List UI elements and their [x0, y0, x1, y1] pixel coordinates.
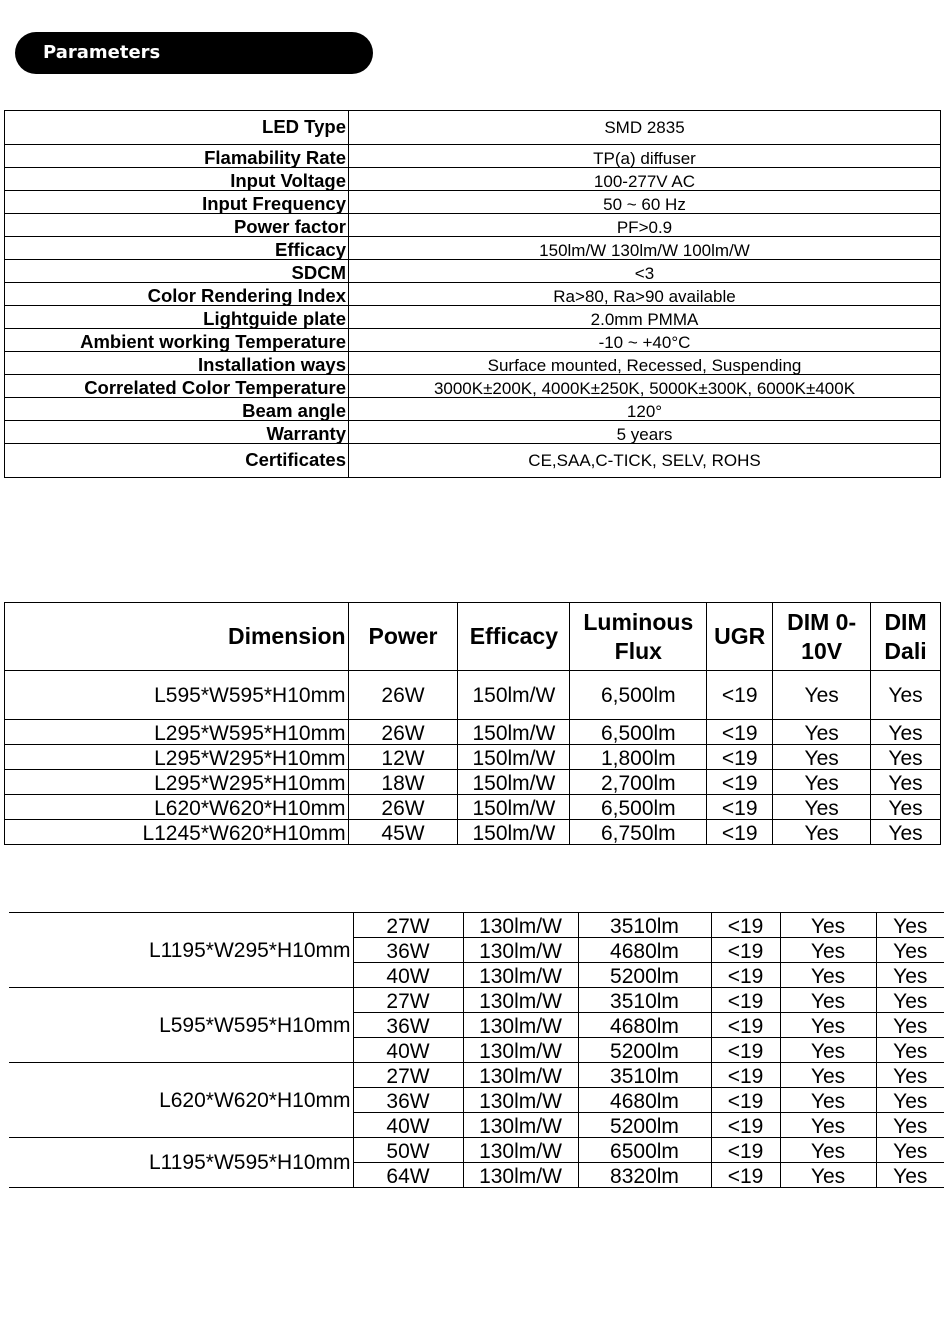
- table-cell: 36W: [353, 1013, 463, 1038]
- param-value: 120°: [349, 398, 941, 421]
- param-label: Efficacy: [5, 237, 349, 260]
- param-row: [5, 145, 941, 168]
- param-row: [5, 375, 941, 398]
- table-cell: Yes: [773, 770, 871, 795]
- table-cell: <19: [707, 795, 773, 820]
- table-cell: 4680lm: [578, 938, 711, 963]
- table-cell: Yes: [780, 1013, 876, 1038]
- column-header: Luminous Flux: [570, 603, 707, 671]
- param-value: -10 ~ +40°C: [349, 329, 941, 352]
- param-value: CE,SAA,C-TICK, SELV, ROHS: [349, 444, 941, 478]
- param-label: Correlated Color Temperature: [5, 375, 349, 398]
- dimension-cell: L595*W595*H10mm: [9, 988, 353, 1063]
- param-row: [5, 283, 941, 306]
- table-cell: Yes: [876, 1138, 944, 1163]
- section-header-badge: [15, 32, 373, 74]
- param-row: [5, 421, 941, 444]
- table-cell: Yes: [876, 1163, 944, 1188]
- table-cell: 130lm/W: [463, 1113, 578, 1138]
- table-cell: 26W: [348, 795, 458, 820]
- table-row: [5, 795, 941, 820]
- parameters-table: [4, 110, 941, 478]
- table-cell: <19: [707, 671, 773, 720]
- param-row: [5, 260, 941, 283]
- table-cell: L1245*W620*H10mm: [5, 820, 349, 845]
- param-label: Color Rendering Index: [5, 283, 349, 306]
- table-cell: L295*W295*H10mm: [5, 745, 349, 770]
- table-cell: 4680lm: [578, 1088, 711, 1113]
- table-cell: 130lm/W: [463, 1013, 578, 1038]
- param-row: [5, 444, 941, 478]
- table-cell: Yes: [876, 938, 944, 963]
- table-cell: <19: [711, 1088, 780, 1113]
- table-header-row: [5, 603, 941, 671]
- table-cell: 3510lm: [578, 913, 711, 938]
- table-row: [5, 745, 941, 770]
- table-cell: 130lm/W: [463, 1088, 578, 1113]
- param-label: SDCM: [5, 260, 349, 283]
- param-row: [5, 329, 941, 352]
- table-cell: 130lm/W: [463, 938, 578, 963]
- table-cell: 64W: [353, 1163, 463, 1188]
- table-cell: 130lm/W: [463, 963, 578, 988]
- param-row: [5, 214, 941, 237]
- param-label: Installation ways: [5, 352, 349, 375]
- table-cell: Yes: [876, 1038, 944, 1063]
- table-row: [5, 770, 941, 795]
- table-cell: Yes: [871, 820, 941, 845]
- param-label: Ambient working Temperature: [5, 329, 349, 352]
- table-cell: 27W: [353, 1063, 463, 1088]
- table-cell: <19: [707, 720, 773, 745]
- table-cell: <19: [711, 1138, 780, 1163]
- model-table-150lmw: [4, 602, 941, 845]
- table-cell: 1,800lm: [570, 745, 707, 770]
- dimension-cell: L620*W620*H10mm: [9, 1063, 353, 1138]
- section-title: Parameters: [43, 42, 161, 63]
- table-cell: Yes: [773, 745, 871, 770]
- param-label: LED Type: [5, 111, 349, 145]
- param-value: 2.0mm PMMA: [349, 306, 941, 329]
- table-cell: Yes: [773, 720, 871, 745]
- table-cell: 8320lm: [578, 1163, 711, 1188]
- table-cell: Yes: [871, 770, 941, 795]
- column-header: UGR: [707, 603, 773, 671]
- table-cell: 150lm/W: [458, 671, 570, 720]
- table-cell: 130lm/W: [463, 1063, 578, 1088]
- table-cell: 12W: [348, 745, 458, 770]
- table-cell: 5200lm: [578, 1113, 711, 1138]
- param-label: Warranty: [5, 421, 349, 444]
- column-header: Efficacy: [458, 603, 570, 671]
- table-cell: Yes: [780, 1113, 876, 1138]
- param-label: Input Frequency: [5, 191, 349, 214]
- table-cell: <19: [711, 988, 780, 1013]
- table-cell: Yes: [871, 720, 941, 745]
- table-cell: Yes: [780, 938, 876, 963]
- table-cell: Yes: [876, 963, 944, 988]
- table-cell: 36W: [353, 1088, 463, 1113]
- param-row: [5, 111, 941, 145]
- table-cell: <19: [711, 913, 780, 938]
- table-cell: Yes: [780, 1163, 876, 1188]
- table-cell: 6,500lm: [570, 720, 707, 745]
- table-cell: 6500lm: [578, 1138, 711, 1163]
- param-label: Lightguide plate: [5, 306, 349, 329]
- param-row: [5, 306, 941, 329]
- dimension-cell: L1195*W295*H10mm: [9, 913, 353, 988]
- table-row: [5, 720, 941, 745]
- table-cell: Yes: [876, 1063, 944, 1088]
- table-cell: 130lm/W: [463, 1163, 578, 1188]
- table-cell: Yes: [773, 795, 871, 820]
- param-value: 50 ~ 60 Hz: [349, 191, 941, 214]
- param-row: [5, 398, 941, 421]
- table-cell: Yes: [780, 1138, 876, 1163]
- table-cell: L295*W295*H10mm: [5, 770, 349, 795]
- table-cell: 6,750lm: [570, 820, 707, 845]
- table-cell: 27W: [353, 988, 463, 1013]
- table-cell: 26W: [348, 720, 458, 745]
- table-cell: 2,700lm: [570, 770, 707, 795]
- table-cell: 3510lm: [578, 988, 711, 1013]
- table-cell: 150lm/W: [458, 820, 570, 845]
- table-cell: 40W: [353, 1038, 463, 1063]
- column-header: DIM Dali: [871, 603, 941, 671]
- table-cell: 18W: [348, 770, 458, 795]
- table-cell: 150lm/W: [458, 720, 570, 745]
- table-cell: <19: [711, 1013, 780, 1038]
- table-cell: Yes: [871, 745, 941, 770]
- table-cell: <19: [711, 1038, 780, 1063]
- table-cell: 130lm/W: [463, 1138, 578, 1163]
- param-row: [5, 168, 941, 191]
- param-label: Certificates: [5, 444, 349, 478]
- table-cell: 150lm/W: [458, 770, 570, 795]
- table-cell: <19: [707, 745, 773, 770]
- table-cell: Yes: [876, 1113, 944, 1138]
- table-cell: 4680lm: [578, 1013, 711, 1038]
- table-cell: 5200lm: [578, 963, 711, 988]
- table-cell: 26W: [348, 671, 458, 720]
- dimension-cell: L1195*W595*H10mm: [9, 1138, 353, 1188]
- table-cell: Yes: [876, 1013, 944, 1038]
- table-cell: 45W: [348, 820, 458, 845]
- table-cell: 50W: [353, 1138, 463, 1163]
- table-cell: 3510lm: [578, 1063, 711, 1088]
- table-cell: Yes: [780, 913, 876, 938]
- param-value: SMD 2835: [349, 111, 941, 145]
- column-header: Power: [348, 603, 458, 671]
- param-value: 100-277V AC: [349, 168, 941, 191]
- table-cell: Yes: [876, 913, 944, 938]
- table-cell: <19: [707, 770, 773, 795]
- table-cell: Yes: [773, 671, 871, 720]
- column-header: Dimension: [5, 603, 349, 671]
- table-cell: Yes: [871, 671, 941, 720]
- table-cell: L595*W595*H10mm: [5, 671, 349, 720]
- table-cell: Yes: [780, 963, 876, 988]
- param-value: PF>0.9: [349, 214, 941, 237]
- table-cell: <19: [711, 1063, 780, 1088]
- table-cell: 6,500lm: [570, 671, 707, 720]
- table-cell: <19: [711, 1113, 780, 1138]
- param-label: Flamability Rate: [5, 145, 349, 168]
- param-label: Power factor: [5, 214, 349, 237]
- param-value: 5 years: [349, 421, 941, 444]
- table-cell: 5200lm: [578, 1038, 711, 1063]
- table-row: [9, 988, 944, 1013]
- table-cell: <19: [711, 1163, 780, 1188]
- table-cell: 150lm/W: [458, 795, 570, 820]
- table-row: [9, 1063, 944, 1088]
- table-cell: Yes: [876, 1088, 944, 1113]
- table-row: [5, 671, 941, 720]
- param-row: [5, 191, 941, 214]
- table-row: [5, 820, 941, 845]
- model-table-130lmw: [9, 912, 944, 1188]
- table-cell: <19: [711, 938, 780, 963]
- table-cell: <19: [707, 820, 773, 845]
- param-row: [5, 237, 941, 260]
- table-cell: Yes: [780, 988, 876, 1013]
- table-cell: 150lm/W: [458, 745, 570, 770]
- table-cell: 40W: [353, 1113, 463, 1138]
- table-cell: L620*W620*H10mm: [5, 795, 349, 820]
- table-cell: <19: [711, 963, 780, 988]
- param-value: 150lm/W 130lm/W 100lm/W: [349, 237, 941, 260]
- table-cell: 6,500lm: [570, 795, 707, 820]
- table-cell: Yes: [780, 1038, 876, 1063]
- param-row: [5, 352, 941, 375]
- param-value: <3: [349, 260, 941, 283]
- column-header: DIM 0-10V: [773, 603, 871, 671]
- param-label: Input Voltage: [5, 168, 349, 191]
- param-value: TP(a) diffuser: [349, 145, 941, 168]
- table-cell: L295*W595*H10mm: [5, 720, 349, 745]
- table-cell: Yes: [876, 988, 944, 1013]
- table-cell: 130lm/W: [463, 1038, 578, 1063]
- param-label: Beam angle: [5, 398, 349, 421]
- table-row: [9, 1138, 944, 1163]
- param-value: Ra>80, Ra>90 available: [349, 283, 941, 306]
- table-cell: Yes: [871, 795, 941, 820]
- table-cell: 36W: [353, 938, 463, 963]
- param-value: Surface mounted, Recessed, Suspending: [349, 352, 941, 375]
- table-cell: 40W: [353, 963, 463, 988]
- table-cell: Yes: [780, 1063, 876, 1088]
- table-cell: 27W: [353, 913, 463, 938]
- table-cell: Yes: [780, 1088, 876, 1113]
- param-value: 3000K±200K, 4000K±250K, 5000K±300K, 6000K±400K: [349, 375, 941, 398]
- table-cell: 130lm/W: [463, 988, 578, 1013]
- table-row: [9, 913, 944, 938]
- table-cell: 130lm/W: [463, 913, 578, 938]
- table-cell: Yes: [773, 820, 871, 845]
